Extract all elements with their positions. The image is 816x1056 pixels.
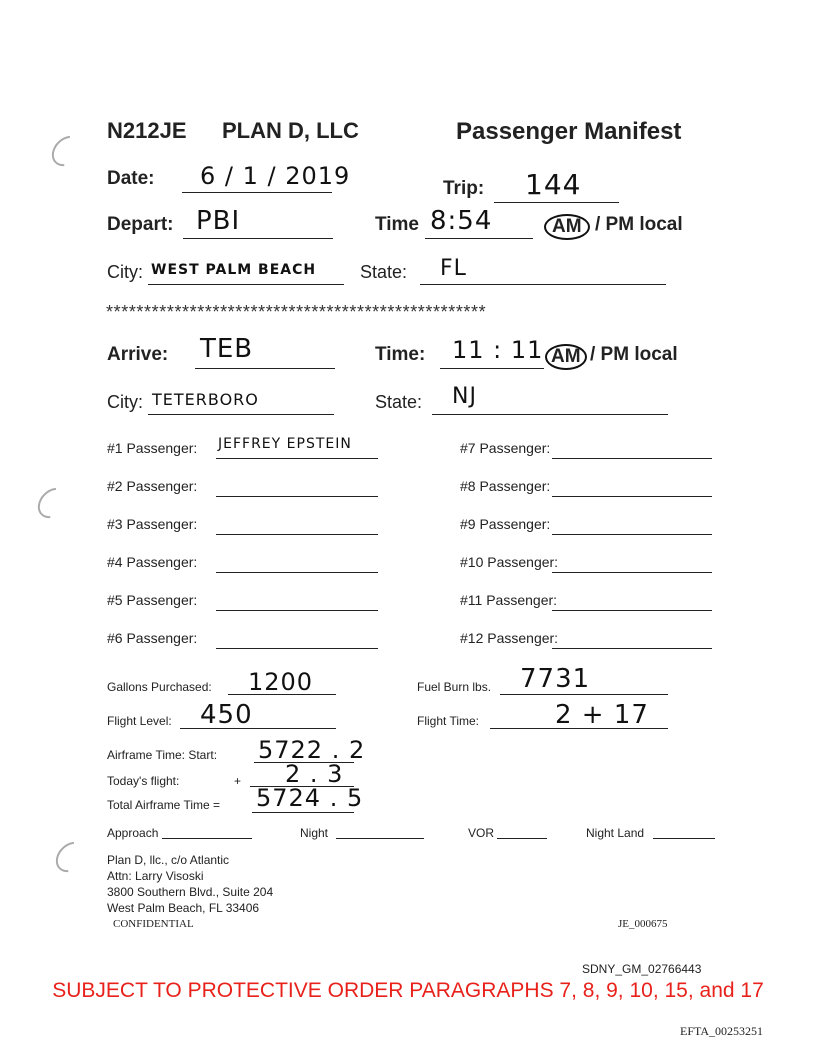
depart-city-label: City: (107, 262, 143, 282)
form-title: Passenger Manifest (456, 118, 682, 145)
passenger-label: #5 Passenger: (107, 592, 198, 608)
passenger-line (552, 534, 712, 535)
depart-city-value: WEST PALM BEACH (151, 262, 317, 278)
arrive-city-label: City: (107, 392, 143, 412)
passenger-label: #11 Passenger: (460, 592, 558, 608)
gallons-value: 1200 (248, 668, 314, 696)
address-line: Attn: Larry Visoski (107, 869, 204, 883)
night-land-label: Night Land (586, 826, 645, 840)
depart-time-value: 8:54 (430, 206, 493, 236)
passenger-line (552, 458, 712, 459)
hole-punch-mark (46, 130, 88, 172)
flight-level-value: 450 (200, 700, 253, 730)
arrive-pm-local: / PM local (590, 344, 678, 365)
flight-time-label: Flight Time: (417, 714, 480, 728)
passenger-line (216, 496, 378, 497)
passenger-line (216, 534, 378, 535)
passenger-line (552, 572, 712, 573)
confidential-stamp: CONFIDENTIAL (113, 918, 194, 930)
passenger-line (216, 572, 378, 573)
address-block (107, 852, 273, 916)
separator-line: ************************************************** (106, 302, 487, 322)
arrive-state-value: NJ (452, 384, 477, 409)
document-id: JE_000675 (618, 918, 668, 930)
passenger-line (216, 648, 378, 649)
passenger-label: #4 Passenger: (107, 554, 198, 570)
depart-value: PBI (196, 206, 241, 236)
depart-label: Depart: (107, 214, 174, 235)
efta-number: EFTA_00253251 (680, 1024, 764, 1038)
passenger-name: JEFFREY EPSTEIN (218, 436, 352, 452)
depart-am-circled: AM (544, 214, 590, 240)
vor-label: VOR (468, 826, 495, 840)
address-line: 3800 Southern Blvd., Suite 204 (107, 885, 274, 899)
hole-punch-mark (50, 836, 92, 878)
date-label: Date: (107, 168, 155, 189)
date-value: 6 / 1 / 2019 (200, 162, 351, 190)
arrive-state-label: State: (375, 392, 423, 412)
passenger-line (552, 610, 712, 611)
arrive-label: Arrive: (107, 344, 169, 365)
passenger-label: #3 Passenger: (107, 516, 198, 532)
airframe-start-value: 5722 . 2 (258, 736, 366, 764)
arrive-time-label: Time: (375, 344, 426, 365)
night-label: Night (300, 826, 329, 840)
depart-state-value: FL (440, 256, 467, 281)
trip-label: Trip: (443, 178, 485, 199)
todays-flight-value: 2 . 3 (285, 760, 344, 788)
depart-pm-local: / PM local (595, 214, 683, 235)
arrive-am-circled: AM (545, 344, 587, 370)
depart-state-label: State: (360, 262, 408, 282)
passenger-line (552, 496, 712, 497)
passenger-label: #10 Passenger: (460, 554, 559, 570)
todays-flight-label: Today's flight: (107, 774, 180, 788)
passenger-label: #2 Passenger: (107, 478, 198, 494)
total-airframe-label: Total Airframe Time = (107, 798, 221, 812)
passenger-label: #1 Passenger: (107, 440, 198, 456)
passenger-line (552, 648, 712, 649)
arrive-time-value: 11 : 11 (452, 336, 544, 364)
passenger-label: #9 Passenger: (460, 516, 551, 532)
passenger-line (216, 458, 378, 459)
passenger-label: #12 Passenger: (460, 630, 559, 646)
total-airframe-value: 5724 . 5 (256, 784, 364, 812)
company-name: PLAN D, LLC (222, 118, 359, 143)
fuel-burn-value: 7731 (520, 664, 591, 694)
approach-label: Approach (107, 826, 159, 840)
tail-number: N212JE (107, 118, 187, 143)
passenger-label: #6 Passenger: (107, 630, 198, 646)
gallons-label: Gallons Purchased: (107, 680, 212, 694)
arrive-value: TEB (200, 334, 254, 364)
todays-flight-plus: + (234, 774, 242, 788)
hole-punch-mark (32, 482, 74, 524)
depart-time-label: Time (375, 214, 420, 235)
passenger-label: #8 Passenger: (460, 478, 551, 494)
address-line: Plan D, llc., c/o Atlantic (107, 853, 230, 867)
address-line: West Palm Beach, FL 33406 (107, 901, 260, 915)
trip-value: 144 (525, 168, 582, 201)
passenger-line (216, 610, 378, 611)
flight-level-label: Flight Level: (107, 714, 172, 728)
passenger-label: #7 Passenger: (460, 440, 551, 456)
protective-order-notice: SUBJECT TO PROTECTIVE ORDER PARAGRAPHS 7, 8, 9, 10, 15, and 17 (52, 979, 764, 1002)
fuel-burn-label: Fuel Burn lbs. (417, 680, 492, 694)
flight-time-value: 2 + 17 (555, 700, 649, 730)
arrive-city-value: TETERBORO (152, 390, 259, 409)
airframe-start-label: Airframe Time: Start: (107, 748, 218, 762)
bates-number: SDNY_GM_02766443 (582, 962, 702, 976)
